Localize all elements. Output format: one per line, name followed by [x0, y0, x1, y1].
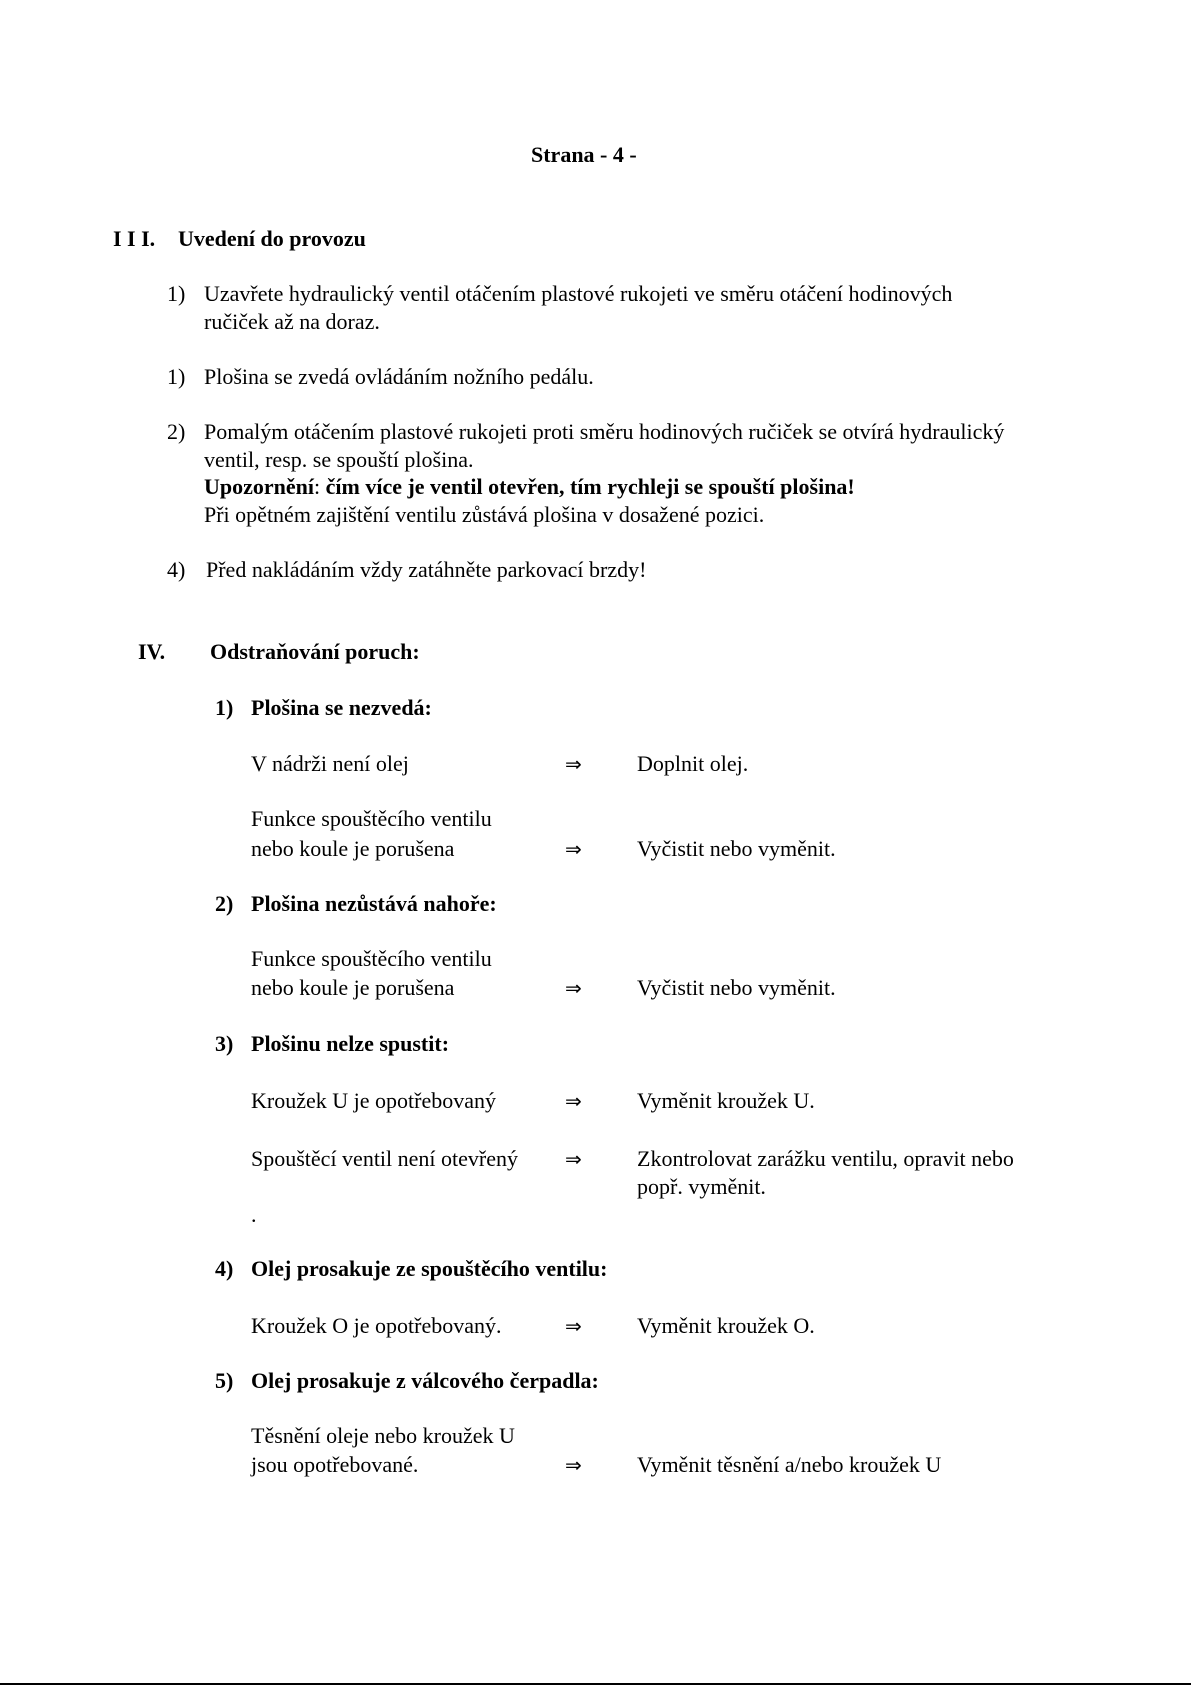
cause-text: Kroužek O je opotřebovaný. [251, 1313, 502, 1338]
item-line: Uzavřete hydraulický ventil otáčením plastové rukojeti ve směru otáčení hodinových [204, 281, 953, 306]
cause-text: Funkce spouštěcího ventilu [251, 946, 492, 971]
arrow-icon: ⇒ [565, 1089, 582, 1113]
group-number: 4) [215, 1256, 234, 1281]
group-number: 3) [215, 1031, 234, 1056]
cause-text: Kroužek U je opotřebovaný [251, 1088, 496, 1113]
fix-text: Vyměnit těsnění a/nebo kroužek U [637, 1452, 942, 1477]
group-number: 1) [215, 695, 234, 720]
cause-text: Spouštěcí ventil není otevřený [251, 1146, 518, 1171]
group-heading: Olej prosakuje ze spouštěcího ventilu: [251, 1256, 608, 1281]
group-heading: Olej prosakuje z válcového čerpadla: [251, 1368, 599, 1393]
item-number: 4) [167, 557, 186, 582]
item-number: 1) [167, 364, 186, 389]
page-header: Strana - 4 - [531, 142, 637, 167]
section-4-title: Odstraňování poruch: [210, 639, 420, 664]
fix-text: popř. vyměnit. [637, 1174, 766, 1199]
warning-colon: : [314, 474, 321, 499]
warning-line [204, 473, 855, 501]
arrow-icon: ⇒ [565, 1147, 582, 1171]
group-heading: Plošina se nezvedá: [251, 695, 432, 720]
fix-text: Vyčistit nebo vyměnit. [637, 836, 836, 861]
item-line: Pomalým otáčením plastové rukojeti proti směru hodinových ručiček se otvírá hydraulický [204, 419, 1005, 444]
fix-text: Zkontrolovat zarážku ventilu, opravit nebo [637, 1146, 1014, 1171]
group-number: 2) [215, 891, 234, 916]
fix-text: Vyměnit kroužek O. [637, 1313, 815, 1338]
group-heading: Plošina nezůstává nahoře: [251, 891, 497, 916]
group-heading: Plošinu nelze spustit: [251, 1031, 450, 1056]
warning-text: čím více je ventil otevřen, tím rychleji se spouští plošina! [325, 474, 855, 499]
cause-text: nebo koule je porušena [251, 975, 455, 1000]
arrow-icon: ⇒ [565, 752, 582, 776]
item-line: ventil, resp. se spouští plošina. [204, 447, 474, 472]
arrow-icon: ⇒ [565, 976, 582, 1000]
item-line: Před nakládáním vždy zatáhněte parkovací brzdy! [206, 557, 647, 582]
cause-text: Funkce spouštěcího ventilu [251, 806, 492, 831]
arrow-icon: ⇒ [565, 837, 582, 861]
cause-text: jsou opotřebované. [251, 1452, 419, 1477]
section-4-number: IV. [138, 639, 166, 664]
item-note: Při opětném zajištění ventilu zůstává plošina v dosažené pozici. [204, 502, 765, 527]
arrow-icon: ⇒ [565, 1314, 582, 1338]
item-line: Plošina se zvedá ovládáním nožního pedálu. [204, 364, 594, 389]
cause-text: nebo koule je porušena [251, 836, 455, 861]
section-3-title: Uvedení do provozu [178, 226, 366, 251]
group-number: 5) [215, 1368, 234, 1393]
cause-text: Těsnění oleje nebo kroužek U [251, 1423, 515, 1448]
section-3-number: I I I. [113, 226, 156, 251]
warning-label: Upozornění [204, 474, 314, 499]
fix-text: Vyměnit kroužek U. [637, 1088, 815, 1113]
arrow-icon: ⇒ [565, 1453, 582, 1477]
item-number: 2) [167, 419, 186, 444]
stray-dot: . [251, 1202, 257, 1227]
item-line: ručiček až na doraz. [204, 309, 380, 334]
item-number: 1) [167, 281, 186, 306]
cause-text: V nádrži není olej [251, 751, 409, 776]
fix-text: Vyčistit nebo vyměnit. [637, 975, 836, 1000]
fix-text: Doplnit olej. [637, 751, 749, 776]
